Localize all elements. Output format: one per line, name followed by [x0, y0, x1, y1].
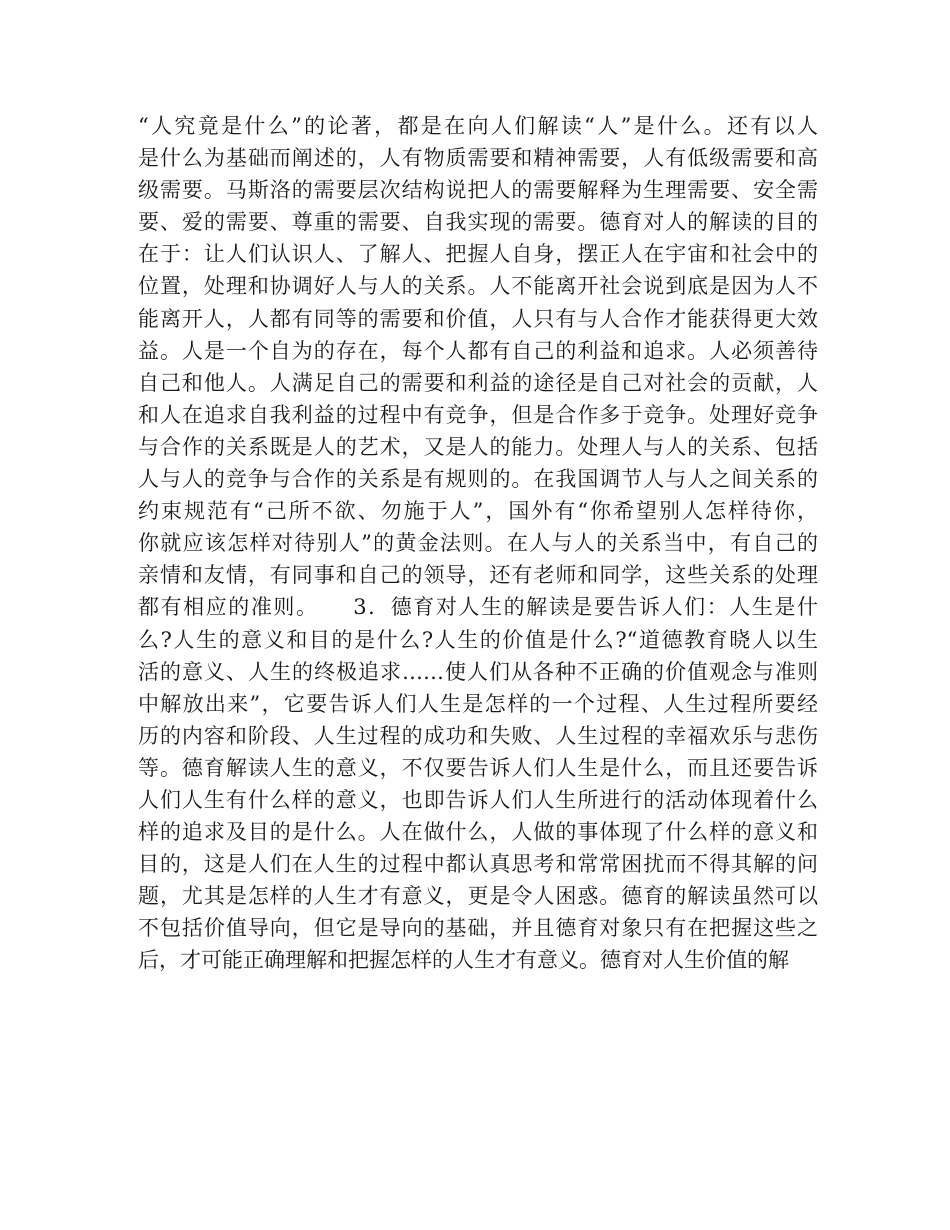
text-line-13: 约束规范有“己所不欲、勿施于人”，国外有“你希望别人怎样待你，	[138, 499, 818, 524]
text-line-17: 么?人生的意义和目的是什么?人生的价值是什么?“道德教育晓人以生	[138, 627, 818, 652]
text-line-6: 位置，处理和协调好人与人的关系。人不能离开社会说到底是因为人不	[138, 274, 818, 299]
body-text	[138, 110, 818, 977]
text-line-10: 和人在追求自我利益的过程中有竞争，但是合作多于竞争。处理好竞争	[138, 402, 818, 427]
text-line-12: 人与人的竞争与合作的关系是有规则的。在我国调节人与人之间关系的	[138, 467, 818, 492]
text-line-9: 自己和他人。人满足自己的需要和利益的途径是自己对社会的贡献，人	[138, 370, 818, 395]
text-line-15: 亲情和友情，有同事和自己的领导，还有老师和同学，这些关系的处理	[138, 563, 818, 588]
text-line-16: 都有相应的准则。 3．德育对人生的解读是要告诉人们：人生是什	[138, 595, 818, 620]
text-line-1: “人究竟是什么”的论著，都是在向人们解读“人”是什么。还有以人	[138, 114, 818, 138]
text-line-18: 活的意义、人生的终极追求……使人们从各种不正确的价值观念与准则	[138, 659, 818, 684]
text-line-4: 要、爱的需要、尊重的需要、自我实现的需要。德育对人的解读的目的	[138, 210, 818, 235]
text-line-3: 级需要。马斯洛的需要层次结构说把人的需要解释为生理需要、安全需	[138, 178, 818, 203]
text-line-26: 不包括价值导向，但它是导向的基础，并且德育对象只有在把握这些之	[138, 916, 818, 941]
text-line-2: 是什么为基础而阐述的，人有物质需要和精神需要，人有低级需要和高	[138, 146, 818, 171]
text-line-22: 人们人生有什么样的意义，也即告诉人们人生所进行的活动体现着什么	[138, 787, 818, 812]
text-line-27: 后，才可能正确理解和把握怎样的人生才有意义。德育对人生价值的解	[138, 948, 789, 973]
text-line-21: 等。德育解读人生的意义，不仅要告诉人们人生是什么，而且还要告诉	[138, 755, 818, 780]
text-line-8: 益。人是一个自为的存在，每个人都有自己的利益和追求。人必须善待	[138, 338, 818, 363]
text-line-14: 你就应该怎样对待别人”的黄金法则。在人与人的关系当中，有自己的	[138, 531, 818, 556]
text-line-5: 在于：让人们认识人、了解人、把握人自身，摆正人在宇宙和社会中的	[138, 242, 818, 267]
text-line-20: 历的内容和阶段、人生过程的成功和失败、人生过程的幸福欢乐与悲伤	[138, 723, 818, 748]
text-line-11: 与合作的关系既是人的艺术，又是人的能力。处理人与人的关系、包括	[138, 434, 818, 459]
text-line-19: 中解放出来”，它要告诉人们人生是怎样的一个过程、人生过程所要经	[138, 691, 818, 716]
text-line-23: 样的追求及目的是什么。人在做什么，人做的事体现了什么样的意义和	[138, 820, 818, 845]
text-line-7: 能离开人，人都有同等的需要和价值，人只有与人合作才能获得更大效	[138, 306, 818, 331]
text-line-25: 题，尤其是怎样的人生才有意义，更是令人困惑。德育的解读虽然可以	[138, 884, 818, 909]
text-line-24: 目的，这是人们在人生的过程中都认真思考和常常困扰而不得其解的问	[138, 852, 818, 877]
